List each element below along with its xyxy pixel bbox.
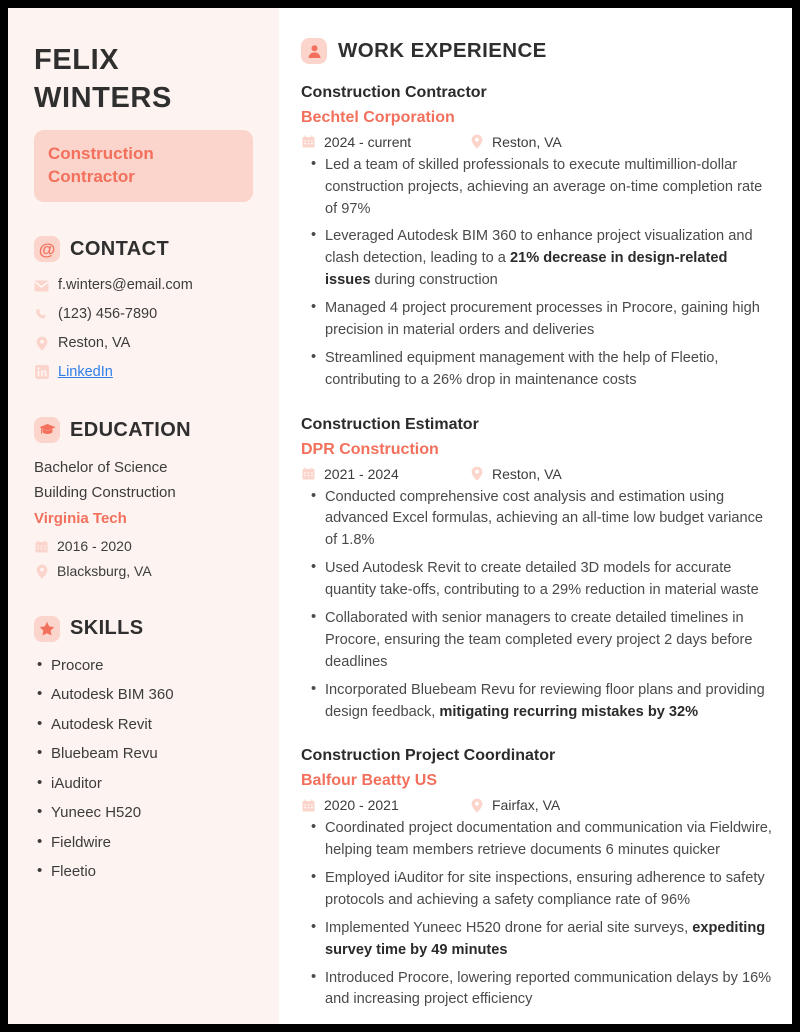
job-meta: [301, 797, 772, 813]
job-title-line-2: Contractor: [48, 166, 135, 186]
skills-list: [34, 655, 253, 884]
job-bullet: • Employed iAuditor for site inspections, ensuring adherence to safety protocols and achieving a safety compliance rate of 96%: [325, 868, 772, 912]
job-bullet: • Led a team of skilled professionals to execute multimillion-dollar construction projects, achieving an average on-time completion rate of 97%: [325, 155, 772, 221]
work-experience-heading: [301, 38, 772, 64]
contact-linkedin[interactable]: [34, 362, 253, 384]
map-pin-icon: [469, 798, 484, 813]
contact-phone-value: (123) 456-7890: [58, 306, 158, 322]
education-dates-value: 2016 - 2020: [57, 537, 132, 554]
job-company: Bechtel Corporation: [301, 109, 455, 126]
job-dates: [301, 797, 469, 813]
job-bullet: • Conducted comprehensive cost analysis and estimation using advanced Excel formulas, achieving an all-time low budget variance of 1.8%: [325, 487, 772, 553]
star-icon: [34, 616, 60, 642]
map-pin-icon: [34, 336, 49, 351]
job-bullet: • Used Autodesk Revit to create detailed 3D models for accurate quantity take-offs, contributing to a 29% reduction in material waste: [325, 558, 772, 602]
contact-heading-label: CONTACT: [70, 237, 170, 260]
skill-item: • Yuneec H520: [51, 802, 253, 825]
job-title-line-1: Construction: [48, 144, 154, 164]
person-icon: [301, 38, 327, 64]
job-title: Construction Contractor: [301, 84, 487, 101]
contact-section: [34, 236, 253, 383]
job-entry: [301, 81, 772, 392]
bullet-highlight: mitigating recurring mistakes by 32%: [439, 703, 699, 720]
job-bullet: • Streamlined equipment management with the help of Fleetio, contributing to a 26% drop in maintenance costs: [325, 348, 772, 392]
job-bullets: [301, 818, 772, 1011]
calendar-icon: [301, 799, 316, 812]
name-last: WINTERS: [34, 81, 172, 114]
map-pin-icon: [469, 134, 484, 149]
calendar-icon: [301, 467, 316, 480]
job-bullet: • Implemented Yuneec H520 drone for aerial site surveys, expediting survey time by 49 minutes: [325, 918, 772, 962]
education-dates: [34, 536, 253, 557]
education-location: [34, 561, 253, 582]
skill-item: • Autodesk BIM 360: [51, 684, 253, 707]
skills-heading: [34, 616, 253, 642]
contact-phone[interactable]: [34, 304, 253, 326]
skills-section: [34, 616, 253, 884]
jobs-list: [301, 81, 772, 1011]
job-location-value: Fairfax, VA: [492, 797, 561, 814]
contact-email-value: f.winters@email.com: [58, 277, 193, 294]
map-pin-icon: [34, 564, 49, 579]
contact-heading: [34, 236, 253, 262]
job-meta: [301, 466, 772, 482]
job-dates-value: 2021 - 2024: [324, 465, 399, 482]
job-location: [469, 797, 560, 813]
contact-email[interactable]: [34, 275, 253, 297]
job-location: [469, 134, 562, 150]
job-bullet: • Incorporated Bluebeam Revu for reviewing floor plans and providing design feedback, mitigating recurring mistakes by 32%: [325, 680, 772, 724]
skill-item: • Bluebeam Revu: [51, 743, 253, 766]
job-location-value: Reston, VA: [492, 133, 562, 150]
envelope-icon: [34, 280, 49, 292]
job-bullet: • Collaborated with senior managers to create detailed timelines in Procore, ensuring the team completed every project 2 days before deadlines: [325, 608, 772, 674]
map-pin-icon: [469, 466, 484, 481]
job-meta: [301, 134, 772, 150]
at-icon: @: [34, 236, 60, 262]
education-school: Virginia Tech: [34, 510, 127, 528]
education-degree: Bachelor of Science: [34, 459, 168, 477]
education-field: Building Construction: [34, 484, 176, 502]
job-entry: [301, 744, 772, 1011]
job-company: Balfour Beatty US: [301, 772, 438, 790]
job-title-pill: [34, 130, 253, 202]
job-title: Construction Estimator: [301, 415, 479, 433]
candidate-name: [34, 42, 253, 117]
education-section: [34, 417, 253, 582]
contact-location-value: Reston, VA: [58, 334, 131, 351]
skill-item: • iAuditor: [51, 773, 253, 796]
linkedin-icon: [34, 365, 49, 379]
job-title: Construction Project Coordinator: [301, 747, 556, 765]
bullet-highlight: expediting survey time by 49 minutes: [325, 919, 766, 958]
job-entry: [301, 413, 772, 724]
job-dates-value: 2020 - 2021: [324, 797, 399, 814]
contact-linkedin-link[interactable]: LinkedIn: [58, 363, 113, 380]
job-location-value: Reston, VA: [492, 465, 562, 482]
graduation-cap-icon: [34, 417, 60, 443]
job-bullet: • Coordinated project documentation and communication via Fieldwire, helping team members retrieve documents 6 minutes quicker: [325, 818, 772, 862]
calendar-icon: [34, 540, 49, 553]
job-location: [469, 466, 562, 482]
name-first: FELIX: [34, 44, 120, 76]
education-heading: [34, 417, 253, 443]
skill-item: • Fleetio: [51, 861, 253, 884]
phone-icon: [34, 308, 49, 322]
job-bullets: [301, 487, 772, 724]
job-company: DPR Construction: [301, 440, 439, 458]
work-experience-column: [279, 8, 792, 1024]
work-experience-heading-label: WORK EXPERIENCE: [338, 39, 547, 62]
sidebar: [8, 8, 279, 1024]
resume-page: [8, 8, 792, 1024]
job-bullet: • Managed 4 project procurement processes in Procore, gaining high precision in material orders and deliveries: [325, 298, 772, 342]
education-heading-label: EDUCATION: [70, 418, 192, 441]
job-dates-value: 2024 - current: [324, 133, 412, 150]
job-bullet: • Introduced Procore, lowering reported communication delays by 16% and increasing project efficiency: [325, 968, 772, 1012]
bullet-highlight: 21% decrease in design-related issues: [325, 250, 728, 289]
job-dates: [301, 134, 469, 150]
skills-heading-label: SKILLS: [70, 617, 144, 640]
contact-location: [34, 333, 253, 355]
skill-item: • Autodesk Revit: [51, 714, 253, 737]
job-bullet: • Leveraged Autodesk BIM 360 to enhance project visualization and clash detection, leading to a 21% decrease in design-related issues during construction: [325, 226, 772, 292]
job-bullets: [301, 155, 772, 392]
job-dates: [301, 466, 469, 482]
calendar-icon: [301, 135, 316, 148]
education-location-value: Blacksburg, VA: [57, 562, 152, 579]
skill-item: • Procore: [51, 655, 253, 678]
skill-item: • Fieldwire: [51, 832, 253, 855]
